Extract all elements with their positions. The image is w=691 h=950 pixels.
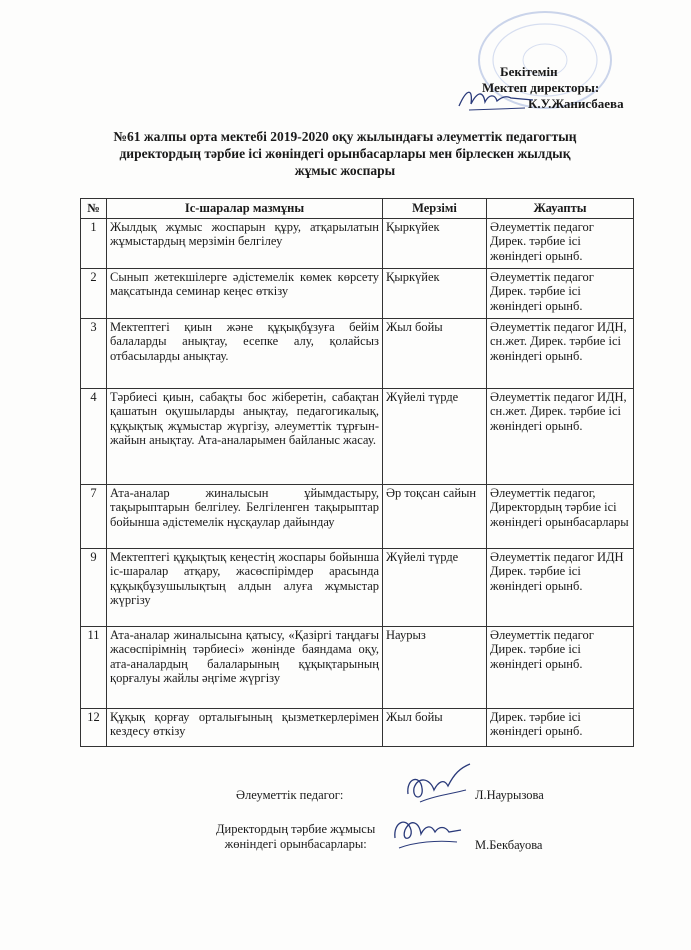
row-responsible: Әлеуметтік педагог ИДН, сн.жет. Дирек. тәрбие ісі жөніндегі орынб. bbox=[487, 318, 634, 388]
social-pedagogue-label: Әлеуметтік педагог: bbox=[236, 788, 344, 802]
table-row bbox=[81, 388, 634, 484]
row-responsible: Дирек. тәрбие ісі жөніндегі орынб. bbox=[487, 708, 634, 746]
row-responsible: Әлеуметтік педагог Дирек. тәрбие ісі жөніндегі орынб. bbox=[487, 218, 634, 268]
deputy-signature bbox=[385, 808, 465, 856]
row-term: Жыл бойы bbox=[383, 708, 487, 746]
row-number: 4 bbox=[81, 388, 107, 484]
row-responsible: Әлеуметтік педагог ИДН, сн.жет. Дирек. тәрбие ісі жөніндегі орынб. bbox=[487, 388, 634, 484]
row-content: Сынып жетекшілерге әдістемелік көмек көрсету мақсатында семинар кеңес өткізу bbox=[107, 268, 383, 318]
deputy-label bbox=[216, 822, 375, 852]
table-row bbox=[81, 708, 634, 746]
row-term: Жыл бойы bbox=[383, 318, 487, 388]
row-content: Мектептегі құқықтық кеңестің жоспары бойынша іс-шаралар атқару, жасөспірімдер арасында құқықбұзушылықтың алдын алуға жұмыстар жүргізу bbox=[107, 548, 383, 626]
table-row bbox=[81, 548, 634, 626]
row-responsible: Әлеуметтік педагог ИДН Дирек. тәрбие ісі жөніндегі орынб. bbox=[487, 548, 634, 626]
row-number: 1 bbox=[81, 218, 107, 268]
row-term: Жүйелі түрде bbox=[383, 548, 487, 626]
header-responsible: Жауапты bbox=[487, 199, 634, 219]
row-content: Құқық қорғау орталығының қызметкерлерімен кездесу өткізу bbox=[107, 708, 383, 746]
row-content: Тәрбиесі қиын, сабақты бос жіберетін, сабақтан қашатын оқушыларды анықтау, педагогикалық, құқықтық жұмыстар жүргізу, әлеуметтік тұрғын-жайын анықтау. Ата-аналарымен байланыс жасау. bbox=[107, 388, 383, 484]
approval-line-2: Мектеп директоры: bbox=[482, 80, 600, 95]
table-row bbox=[81, 268, 634, 318]
row-responsible: Әлеуметтік педагог, Директордың тәрбие ісі жөніндегі орынбасарлары bbox=[487, 484, 634, 548]
page-title bbox=[110, 128, 580, 179]
row-number: 2 bbox=[81, 268, 107, 318]
deputy-name: М.Бекбауова bbox=[475, 838, 543, 852]
row-number: 3 bbox=[81, 318, 107, 388]
row-content: Мектептегі қиын және құқықбұзуға бейім балаларды анықтау, есепке алу, қолайсыз отбасыларды анықтау. bbox=[107, 318, 383, 388]
row-number: 12 bbox=[81, 708, 107, 746]
table-row bbox=[81, 218, 634, 268]
title-line-3: жұмыс жоспары bbox=[294, 163, 396, 178]
row-term: Қыркүйек bbox=[383, 218, 487, 268]
row-number: 9 bbox=[81, 548, 107, 626]
title-line-1: №61 жалпы орта мектебі 2019-2020 оқу жылындағы әлеуметтік педагогтың bbox=[113, 129, 577, 144]
social-pedagogue-signature bbox=[400, 760, 475, 810]
row-term: Әр тоқсан сайын bbox=[383, 484, 487, 548]
table-row bbox=[81, 318, 634, 388]
header-number: № bbox=[81, 199, 107, 219]
row-term: Қыркүйек bbox=[383, 268, 487, 318]
title-line-2: директордың тәрбие ісі жөніндегі орынбасарлары мен бірлескен жылдық bbox=[119, 146, 571, 161]
row-content: Жылдық жұмыс жоспарын құру, атқарылатын жұмыстардың мерзімін белгілеу bbox=[107, 218, 383, 268]
row-term: Жүйелі түрде bbox=[383, 388, 487, 484]
director-signature bbox=[455, 84, 535, 114]
row-content: Ата-аналар жиналысын ұйымдастыру, тақырыптарын белгілеу. Белгіленген тақырыптар бойынша әдістемелік нұсқаулар дайындау bbox=[107, 484, 383, 548]
header-content: Іс-шаралар мазмұны bbox=[107, 199, 383, 219]
table-row bbox=[81, 626, 634, 708]
approval-line-1: Бекітемін bbox=[500, 64, 558, 79]
row-responsible: Әлеуметтік педагог Дирек. тәрбие ісі жөніндегі орынб. bbox=[487, 268, 634, 318]
deputy-label-line-1: Директордың тәрбие жұмысы bbox=[216, 822, 376, 836]
row-content: Ата-аналар жиналысына қатысу, «Қазіргі таңдағы жасөспірімнің тәрбиесі» жөнінде баяндама оқу, ата-аналардың балаларының құқықтарының қорғалуы жайлы әңгіме жүргізу bbox=[107, 626, 383, 708]
row-responsible: Әлеуметтік педагог Дирек. тәрбие ісі жөніндегі орынб. bbox=[487, 626, 634, 708]
social-pedagogue-name: Л.Наурызова bbox=[475, 788, 544, 802]
table-header-row bbox=[81, 199, 634, 219]
row-number: 11 bbox=[81, 626, 107, 708]
deputy-label-line-2: жөніндегі орынбасарлары: bbox=[224, 837, 367, 851]
header-term: Мерзімі bbox=[383, 199, 487, 219]
row-term: Наурыз bbox=[383, 626, 487, 708]
plan-table bbox=[80, 198, 634, 747]
table-row bbox=[81, 484, 634, 548]
row-number: 7 bbox=[81, 484, 107, 548]
approval-line-3: К.У.Жанисбаева bbox=[528, 96, 624, 111]
